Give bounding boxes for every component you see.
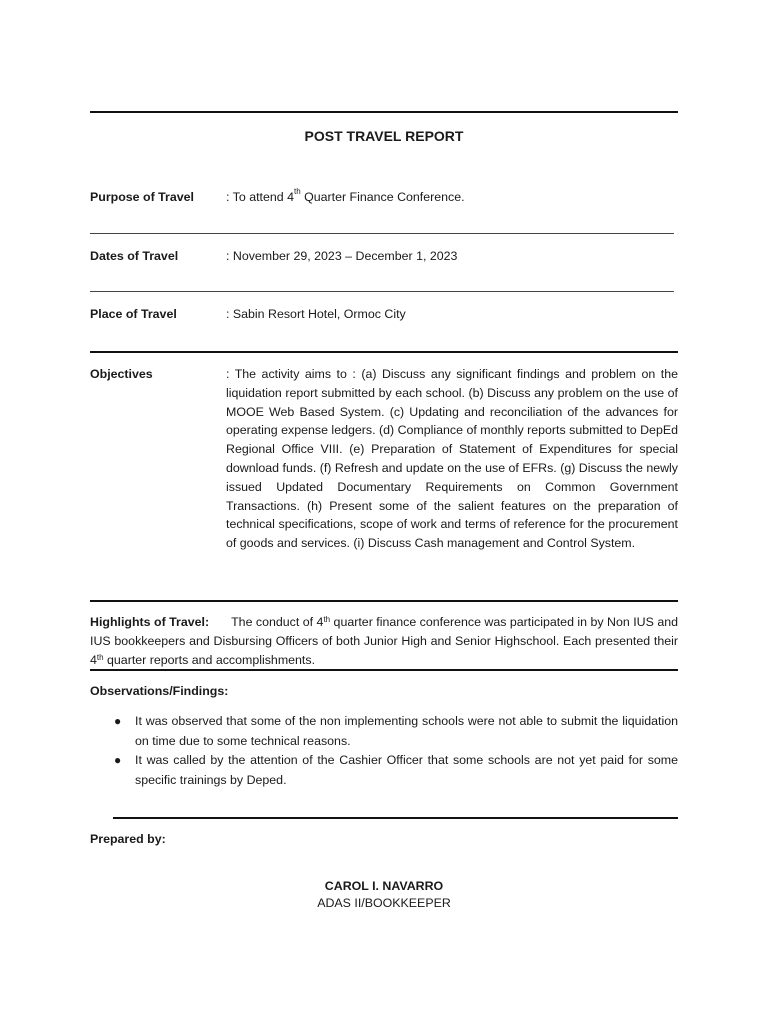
dates-value: : November 29, 2023 – December 1, 2023 — [226, 249, 458, 263]
divider-line — [90, 233, 674, 234]
place-value: : Sabin Resort Hotel, Ormoc City — [226, 307, 406, 321]
observations-list — [110, 712, 678, 790]
section-rule — [90, 600, 678, 602]
section-rule — [90, 669, 678, 671]
top-rule — [90, 111, 678, 113]
objectives-label: Objectives — [90, 367, 153, 381]
list-item: ● It was observed that some of the non implementing schools were not able to submit the liquidation on time due to some technical reasons. — [114, 714, 678, 748]
signatory-name: CAROL I. NAVARRO — [324, 879, 444, 893]
objectives-text: : The activity aims to : (a) Discuss any significant findings and problem on the liquidation report submitted by each school. (b) Discuss any problem on the use of MOOE Web Based System. (c) Updating and reconciliation of the advances for operating expense ledgers. (d) Compliance of monthly reports submitted to DepEd Regional Office VIII. (e) Preparation of Statement of Expenditures for special download funds. (f) Refresh and update on the use of EFRs. (g) Discuss the newly issued Updated Documentary Requirements on Common Government Transactions. (h) Present some of the salient features on the preparation of technical specifications, scope of work and terms of reference for the procurement of goods and services. (i) Discuss Cash management and Control System. — [226, 367, 678, 551]
bullet-icon: ● — [114, 714, 122, 728]
observations-label: Observations/Findings: — [90, 684, 229, 698]
report-title: POST TRAVEL REPORT — [304, 128, 464, 144]
bullet-icon: ● — [114, 753, 122, 767]
dates-label: Dates of Travel — [90, 249, 179, 263]
section-rule — [90, 351, 678, 353]
signatory-position: ADAS II/BOOKKEEPER — [317, 896, 451, 910]
place-label: Place of Travel — [90, 307, 177, 321]
purpose-label: Purpose of Travel — [90, 190, 194, 204]
prepared-by-label: Prepared by: — [90, 832, 166, 846]
purpose-value: : To attend 4th Quarter Finance Conference. — [226, 187, 465, 204]
highlights-label: Highlights of Travel: — [90, 615, 210, 629]
divider-line — [90, 291, 674, 292]
list-item: ● It was called by the attention of the Cashier Officer that some schools are not yet paid for some specific trainings by Deped. — [114, 753, 678, 787]
highlights-paragraph: Highlights of Travel: The conduct of 4th quarter finance conference was participated in by Non IUS and IUS bookkeepers and Disbursing Officers of both Junior High and Senior Highschool. Each presented their 4th quarter reports and accomplishments. — [90, 615, 678, 667]
section-rule — [113, 817, 678, 819]
